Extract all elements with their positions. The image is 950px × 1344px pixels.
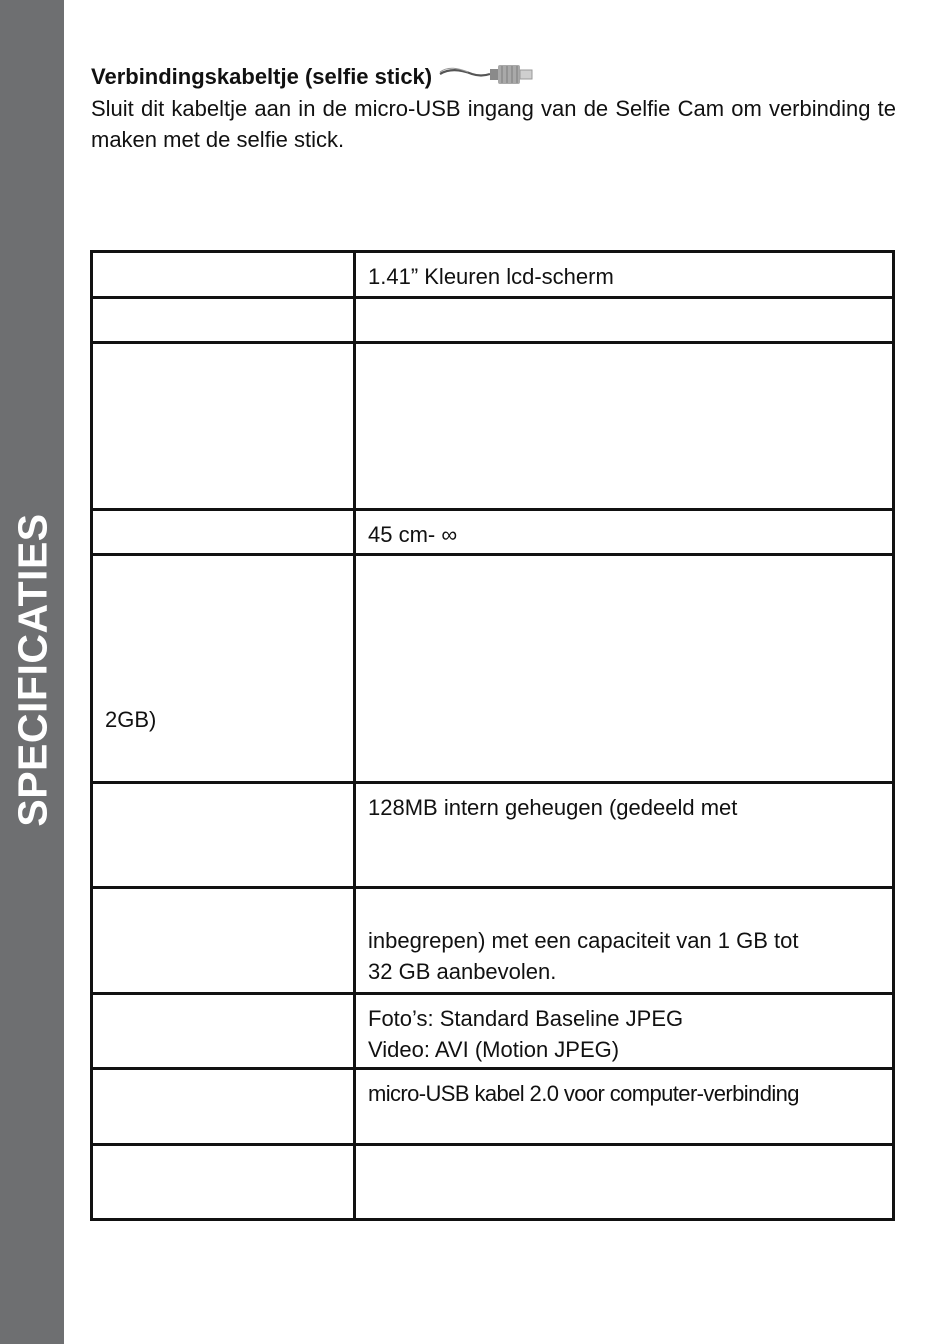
spec-table (90, 250, 895, 1221)
row-value (355, 1145, 894, 1220)
table-row (92, 1069, 894, 1145)
table-row (92, 343, 894, 510)
cable-icon (438, 60, 536, 94)
row-label (92, 1145, 355, 1220)
row-value (355, 1069, 894, 1145)
table-row (92, 783, 894, 888)
row-value-line: 32 GB aanbevolen. (368, 959, 557, 984)
table-row (92, 888, 894, 994)
row-value-line: 1.41” Kleuren lcd-scherm (368, 264, 614, 289)
intro-text: Sluit dit kabeltje aan in de micro-USB ingang van de Selfie Cam om verbinding te maken met de selfie stick. (91, 96, 896, 152)
row-label (92, 783, 355, 888)
row-label (92, 343, 355, 510)
section-title: SPECIFICATIES (9, 513, 56, 827)
row-value (355, 555, 894, 783)
table-row (92, 298, 894, 343)
row-value (355, 888, 894, 994)
intro-heading-line (91, 62, 896, 92)
row-value-line: 128MB intern geheugen (gedeeld met (368, 795, 738, 820)
table-row (92, 252, 894, 298)
side-band (0, 0, 64, 1344)
row-label (92, 252, 355, 298)
intro-heading: Verbindingskabeltje (selfie stick) (91, 64, 433, 89)
row-value-line: inbegrepen) met een capaciteit van 1 GB tot (368, 928, 799, 953)
row-label (92, 298, 355, 343)
row-value-line: micro-USB kabel 2.0 voor computer-verbinding (368, 1081, 799, 1106)
row-label (92, 1069, 355, 1145)
row-label (92, 510, 355, 555)
table-row (92, 555, 894, 783)
row-value (355, 343, 894, 510)
row-label: 2GB) (92, 555, 355, 783)
row-label (92, 888, 355, 994)
table-row (92, 510, 894, 555)
row-value (355, 510, 894, 555)
row-label (92, 994, 355, 1069)
row-value-line: Foto’s: Standard Baseline JPEG (368, 1006, 684, 1031)
row-value (355, 783, 894, 888)
row-value (355, 298, 894, 343)
row-value-line: 45 cm- ∞ (368, 522, 458, 547)
table-row (92, 1145, 894, 1220)
table-row (92, 994, 894, 1069)
row-value-line: Video: AVI (Motion JPEG) (368, 1037, 620, 1062)
row-value (355, 252, 894, 298)
intro-section (91, 62, 896, 155)
row-value (355, 994, 894, 1069)
